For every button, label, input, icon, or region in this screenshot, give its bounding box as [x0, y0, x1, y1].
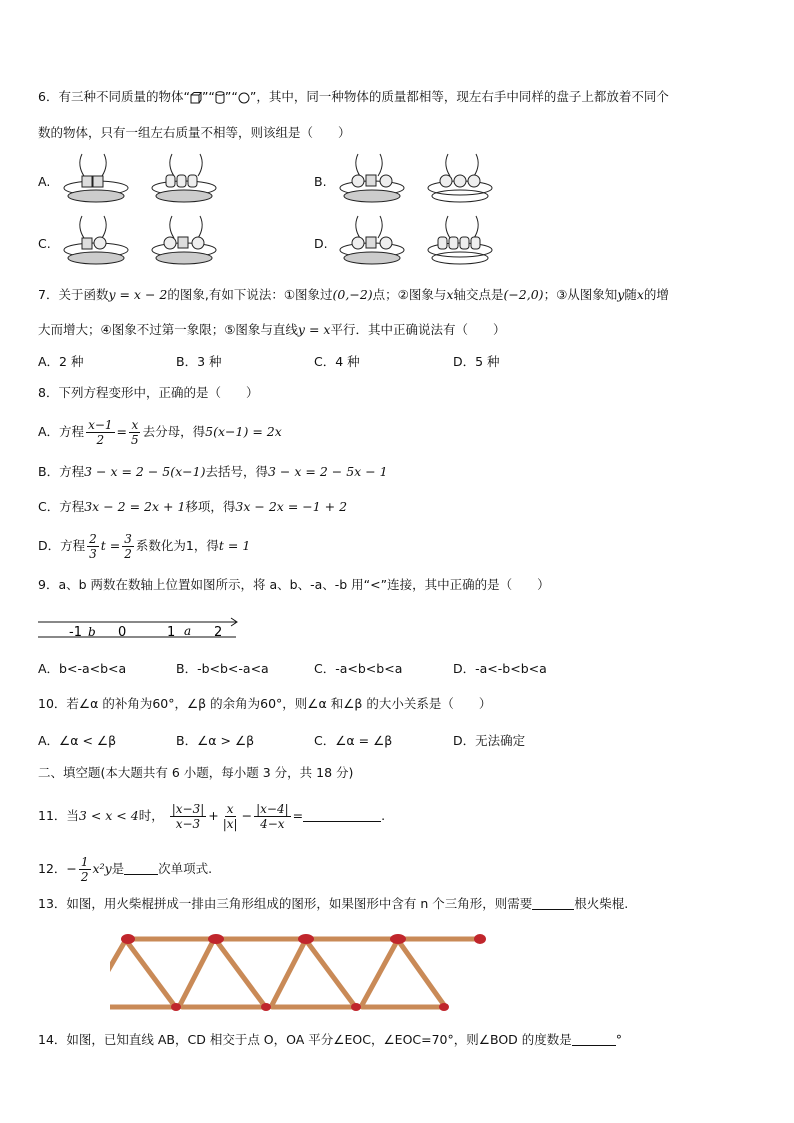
q10-option-a: A．∠α < ∠β: [38, 733, 117, 748]
section-2-heading: 二、填空题(本大题共有 6 小题，每小题 3 分，共 18 分): [38, 765, 354, 780]
q10-option-d: D．无法确定: [453, 733, 526, 748]
q6-stem-line2: 数的物体，只有一组左右质量不相等，则该组是（ ）: [38, 125, 351, 140]
q9-option-a: A．b<-a<b<a: [38, 661, 127, 676]
q9-stem: 9．a、b 两数在数轴上位置如图所示，将 a、b、-a、-b 用“<”连接，其中正确的是（ ）: [38, 577, 550, 592]
q10-stem: 10．若∠α 的补角为60°，∠β 的余角为60°，则∠α 和∠β 的大小关系是（ ）: [38, 696, 492, 711]
q9-option-d: D．-a<-b<b<a: [453, 661, 547, 676]
q13-answer-blank[interactable]: [532, 896, 574, 910]
q7-option-b: B．3 种: [176, 354, 222, 369]
cylinder-icon: [215, 91, 225, 104]
q6-option-d-figure: [336, 214, 506, 272]
axis-label-1: 1: [167, 625, 176, 640]
q8-option-c: C．方程3x − 2 = 2x + 1移项，得3x − 2x = −1 + 2: [38, 499, 348, 514]
q7-function: y = x − 2: [108, 287, 168, 302]
axis-label-a: a: [184, 624, 192, 638]
axis-label-2: 2: [214, 625, 223, 640]
q6-stem-line1: 6．有三种不同质量的物体“ ”“ ”“ ”，其中，同一种物体的质量都相等，现左右手中同样的盘子上都放着不同个: [38, 89, 669, 104]
q7-stem-line2: 大而增大；④图象不过第一象限；⑤图象与直线y = x平行．其中正确说法有（ ）: [38, 322, 506, 337]
q6-option-d-label: D.: [314, 236, 328, 251]
q6-option-a-label: A.: [38, 174, 51, 189]
q6-option-c-label: C.: [38, 236, 51, 251]
q13-stem: 13．如图，用火柴棍拼成一排由三角形组成的图形，如果图形中含有 n 个三角形，则需要 根火柴棍.: [38, 896, 629, 911]
q12-answer-blank[interactable]: [124, 861, 158, 875]
cube-icon: [190, 92, 202, 104]
q8-option-a: A．方程 $\frac{x-1}{2}$ = $\frac{x}{5}$ 去分母，得5(x−1) = 2x: [38, 418, 282, 447]
q7-option-d: D．5 种: [453, 354, 500, 369]
axis-label-neg1: -1: [69, 625, 82, 640]
axis-label-b: b: [88, 625, 96, 639]
q10-option-c: C．∠α = ∠β: [314, 733, 393, 748]
q11-answer-blank[interactable]: [303, 808, 381, 822]
q6-option-a-figure: [60, 152, 230, 210]
q13-matchstick-figure: [110, 925, 490, 1015]
q6-option-b-figure: [336, 152, 506, 210]
q8-option-b: B．方程3 − x = 2 − 5(x−1)去括号，得3 − x = 2 − 5x − 1: [38, 464, 388, 479]
matchsticks: [110, 939, 478, 1007]
q14-stem: 14．如图，已知直线 AB，CD 相交于点 O，OA 平分∠EOC，∠EOC=70°，则∠BOD 的度数是 °: [38, 1032, 623, 1047]
q6-text: 6．有三种不同质量的物体“: [38, 89, 190, 104]
q12-stem: 12．− $\frac{1}{2}$ x²y是 次单项式.: [38, 855, 213, 884]
q7-option-a: A．2 种: [38, 354, 84, 369]
axis-label-0: 0: [118, 625, 127, 640]
q9-option-b: B．-b<b<-a<a: [176, 661, 269, 676]
q7-stem-line1: 7．关于函数y = x − 2的图象,有如下说法：①图象过(0,−2)点；②图象与x轴交点是(−2,0)；③从图象知y随x的增: [38, 287, 669, 302]
q8-stem: 8．下列方程变形中，正确的是（ ）: [38, 385, 259, 400]
q9-number-line: [36, 614, 242, 644]
sphere-icon: [238, 92, 250, 104]
q10-option-b: B．∠α > ∠β: [176, 733, 255, 748]
q6-option-b-label: B.: [314, 174, 327, 189]
q6-option-c-figure: [60, 214, 230, 272]
q8-option-d: D．方程 $\frac{2}{3}$ t = $\frac{3}{2}$ 系数化为1，得t = 1: [38, 532, 251, 561]
q7-option-c: C．4 种: [314, 354, 360, 369]
q9-option-c: C．-a<b<b<a: [314, 661, 403, 676]
q14-answer-blank[interactable]: [572, 1032, 616, 1046]
q11-stem: 11．当3 < x < 4时， $\frac{|x-3|}{x-3}$ + $\frac{x}{|x|}$ − $\frac{|x-4|}{4-x}$ = .: [38, 802, 386, 831]
